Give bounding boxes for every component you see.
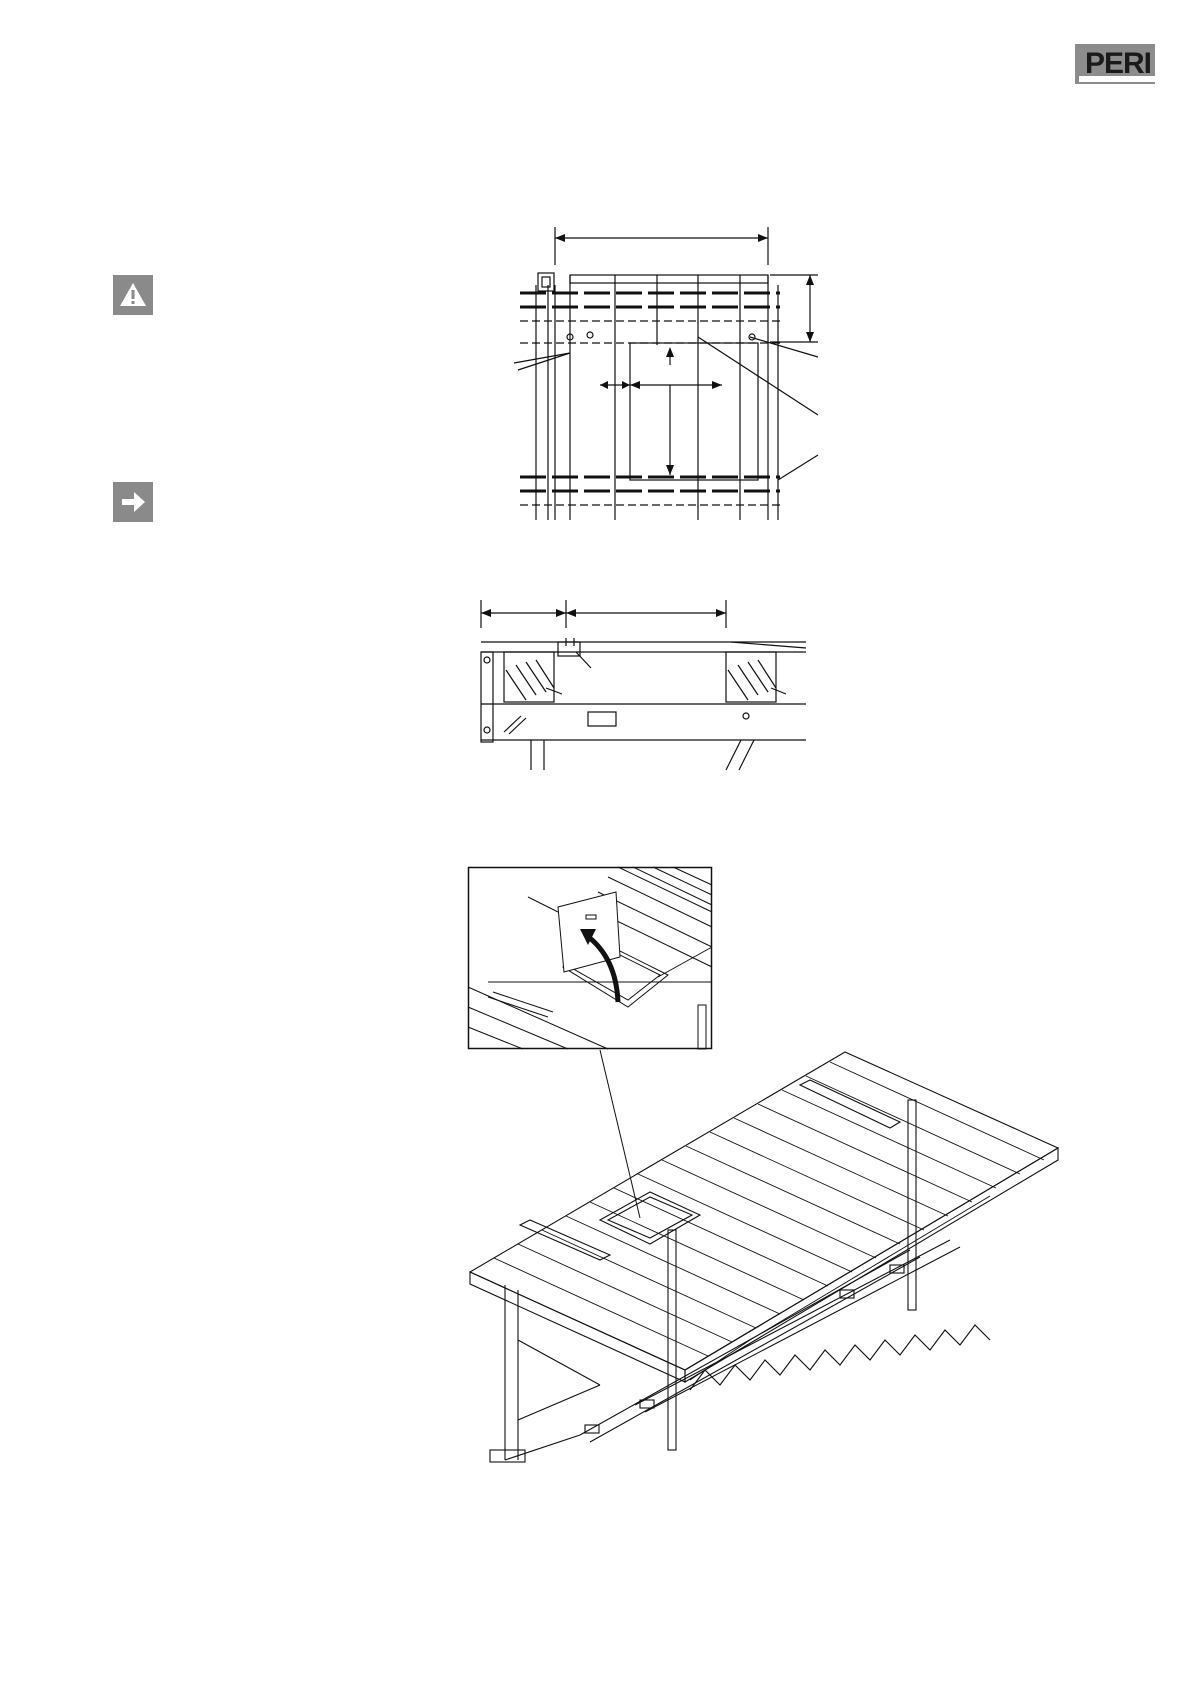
isometric-platform-drawing [460, 1040, 1060, 1480]
peri-logo [1071, 42, 1157, 86]
hatch-detail-inset [468, 867, 713, 1050]
svg-text:PERI: PERI [1085, 47, 1152, 80]
arrow-right-icon [113, 482, 153, 522]
plan-view-drawing [500, 225, 830, 520]
section-view-drawing [476, 600, 806, 770]
warning-triangle-icon [113, 275, 153, 315]
